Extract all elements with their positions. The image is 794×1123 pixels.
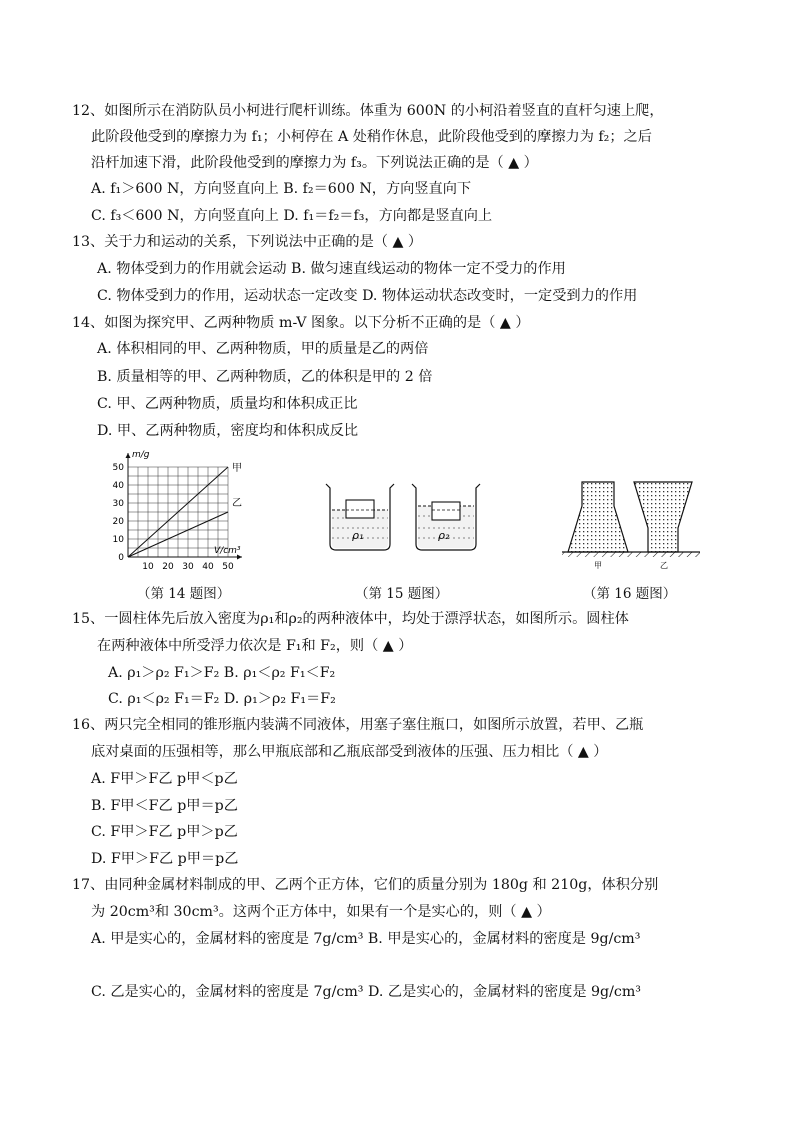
q15-line1: 15、一圆柱体先后放入密度为ρ₁和ρ₂的两种液体中，均处于漂浮状态，如图所示。圆柱体: [72, 611, 629, 627]
q16-option-c: C. F甲＞F乙 p甲＞p乙: [91, 824, 238, 840]
y-tick-label: 30: [112, 499, 124, 509]
q16-option-a: A. F甲＞F乙 p甲＜p乙: [91, 771, 238, 787]
x-tick-label: 20: [162, 562, 174, 572]
flask-jia: [568, 482, 628, 552]
q17-line2: 为 20cm³和 30cm³。这两个正方体中，如果有一个是实心的，则（ ▲ ）: [91, 904, 551, 920]
q13-line1: 13、关于力和运动的关系，下列说法中正确的是（ ▲ ）: [72, 234, 423, 250]
fig16-caption: （第 16 题图）: [583, 586, 677, 602]
y-tick-label: 20: [112, 517, 124, 527]
q13-options-ab: A. 物体受到力的作用就会运动 B. 做匀速直线运动的物体一定不受力的作用: [97, 261, 566, 277]
q14-option-d: D. 甲、乙两种物质，密度均和体积成反比: [97, 423, 359, 439]
origin-label: 0: [118, 553, 124, 563]
q15-options-ab: A. ρ₁＞ρ₂ F₁＞F₂ B. ρ₁＜ρ₂ F₁＜F₂: [108, 665, 336, 681]
q14-option-a: A. 体积相同的甲、乙两种物质，甲的质量是乙的两倍: [97, 341, 429, 357]
series-label: 甲: [232, 463, 242, 474]
x-tick-label: 30: [182, 562, 194, 572]
q12-line1: 12、如图所示在消防队员小柯进行爬杆训练。体重为 600N 的小柯沿着竖直的直杆匀速上爬，: [72, 103, 664, 119]
beaker-2: [412, 484, 480, 550]
fig14-caption: （第 14 题图）: [137, 586, 231, 602]
q12-options-cd: C. f₃＜600 N，方向竖直向上 D. f₁＝f₂＝f₃，方向都是竖直向上: [91, 208, 493, 224]
q12-options-ab: A. f₁＞600 N，方向竖直向上 B. f₂＝600 N，方向竖直向下: [91, 181, 472, 197]
x-tick-label: 40: [202, 562, 214, 572]
q14-option-c: C. 甲、乙两种物质，质量均和体积成正比: [97, 396, 358, 412]
fig15-caption: （第 15 题图）: [355, 586, 449, 602]
label-yi: 乙: [660, 561, 668, 570]
q13-options-cd: C. 物体受到力的作用，运动状态一定改变 D. 物体运动状态改变时，一定受到力的作用: [97, 288, 638, 304]
table-surface: [562, 552, 700, 557]
m-v-chart: [104, 450, 274, 575]
q12-line3: 沿杆加速下滑，此阶段他受到的摩擦力为 f₃。下列说法正确的是（ ▲ ）: [91, 155, 538, 171]
series-label: 乙: [232, 498, 242, 509]
q16-line2: 底对桌面的压强相等，那么甲瓶底部和乙瓶底部受到液体的压强、压力相比（ ▲ ）: [91, 744, 608, 760]
x-tick-label: 50: [222, 562, 234, 572]
flask-yi: [634, 482, 692, 552]
flasks-figure: [562, 478, 700, 570]
q14-option-b: B. 质量相等的甲、乙两种物质，乙的体积是甲的 2 倍: [97, 369, 433, 385]
q17-line1: 17、由同种金属材料制成的甲、乙两个正方体，它们的质量分别为 180g 和 210g，体积分别: [72, 877, 659, 893]
q15-line2: 在两种液体中所受浮力依次是 F₁和 F₂，则（ ▲ ）: [97, 638, 413, 654]
q16-option-b: B. F甲＜F乙 p甲＝p乙: [91, 798, 238, 814]
q16-line1: 16、两只完全相同的锥形瓶内装满不同液体，用塞子塞住瓶口，如图所示放置，若甲、乙瓶: [72, 717, 644, 733]
y-tick-label: 40: [112, 481, 124, 491]
y-axis-label: m/g: [132, 450, 150, 460]
q17-options-cd: C. 乙是实心的，金属材料的密度是 7g/cm³ D. 乙是实心的，金属材料的密度是 9g/cm³: [91, 984, 641, 1000]
label-jia: 甲: [594, 561, 602, 570]
q16-option-d: D. F甲＞F乙 p甲＝p乙: [91, 851, 239, 867]
rho2-label: ρ₂: [438, 529, 450, 542]
rho1-label: ρ₁: [352, 529, 364, 542]
beakers-figure: [320, 478, 490, 558]
y-tick-label: 50: [112, 463, 124, 473]
x-axis-label: V/cm³: [214, 546, 241, 556]
q15-options-cd: C. ρ₁＜ρ₂ F₁＝F₂ D. ρ₁＞ρ₂ F₁＝F₂: [108, 691, 336, 707]
beaker-1: [326, 484, 394, 550]
q17-options-ab: A. 甲是实心的，金属材料的密度是 7g/cm³ B. 甲是实心的，金属材料的密度是 9g/cm³: [91, 931, 641, 947]
y-tick-label: 10: [112, 535, 124, 545]
q12-line2: 此阶段他受到的摩擦力为 f₁；小柯停在 A 处稍作休息，此阶段他受到的摩擦力为 f₂；之后: [91, 129, 652, 145]
y-axis-arrow: [126, 453, 131, 458]
x-tick-label: 10: [142, 562, 154, 572]
q14-line1: 14、如图为探究甲、乙两种物质 m-V 图象。以下分析不正确的是（ ▲ ）: [72, 315, 530, 331]
